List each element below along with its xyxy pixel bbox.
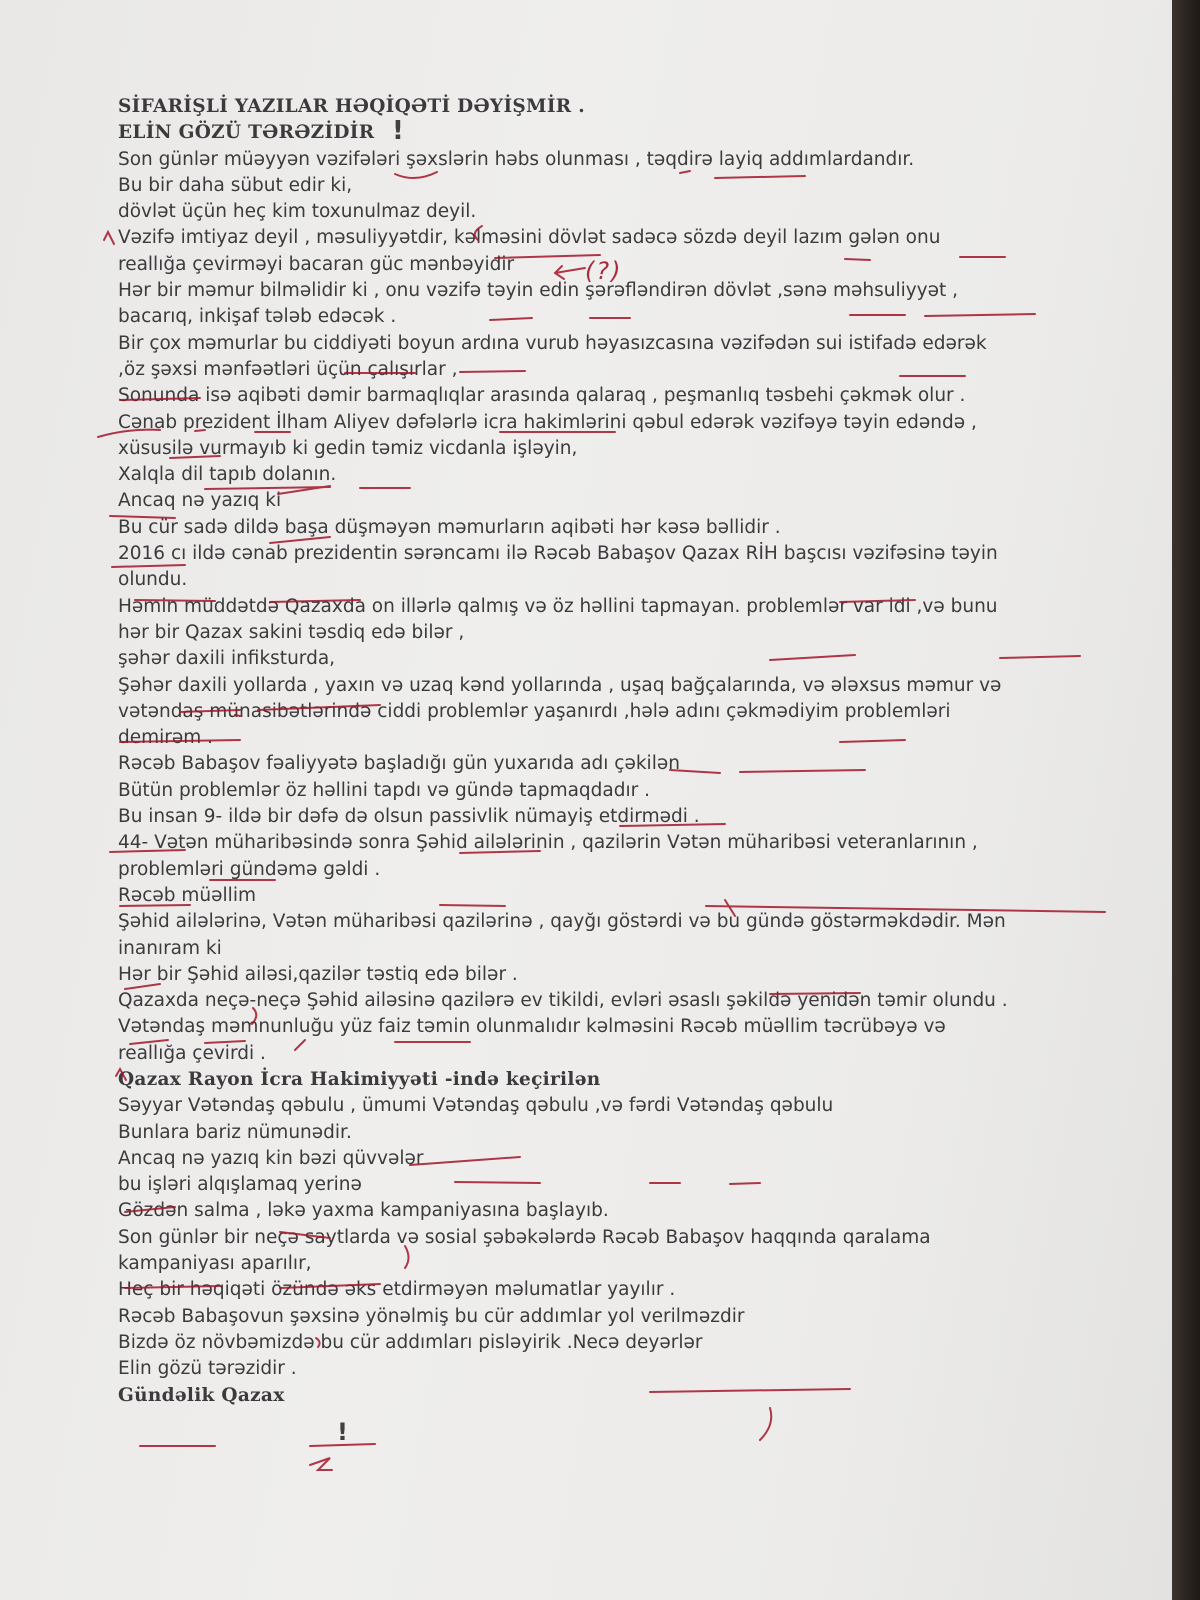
background-surface <box>1172 0 1200 1600</box>
document-line: inanıram ki <box>118 937 222 959</box>
document-line: Ancaq nə yazıq kin bəzi qüvvələr <box>118 1147 424 1169</box>
document-line: SİFARİŞLİ YAZILAR HƏQİQƏTİ DƏYİŞMİR . <box>118 96 585 117</box>
document-line: Həmin müddətdə Qazaxda on illərlə qalmış və öz həllini tapmayan. problemlər var idi ,və bunu <box>118 595 998 617</box>
document-line: Şəhər daxili yollarda , yaxın və uzaq kənd yollarında , uşaq bağçalarında, və ələxsus məmur və <box>118 674 1002 696</box>
document-line: Vətəndaş məmnunluğu yüz faiz təmin olunmalıdır kəlməsini Rəcəb müəllim təcrübəyə və <box>118 1016 946 1038</box>
document-line: Gündəlik Qazax <box>118 1384 285 1406</box>
document-line: Bu insan 9- ildə bir dəfə də olsun passivlik nümayiş etdirmədi . <box>118 806 700 828</box>
caret-mark <box>116 1069 126 1080</box>
document-line: reallığa çevirməyi bacaran güc mənbəyidir <box>118 253 515 275</box>
document-line: 44- Vətən müharibəsində sonra Şəhid ailələrinin , qazilərin Vətən müharibəsi veteranlarının , <box>118 832 978 854</box>
document-line: Hər bir Şəhid ailəsi,qazilər təstiq edə bilər . <box>118 963 518 985</box>
document-line: Xalqla dil tapıb dolanın. <box>118 464 337 486</box>
document-line: Rəcəb müəllim <box>118 884 256 906</box>
document-line: Son günlər bir neçə saytlarda və sosial şəbəkələrdə Rəcəb Babaşov haqqında qaralama <box>118 1226 931 1248</box>
document-line: Bu bir daha sübut edir ki, <box>118 174 353 196</box>
document-line: Bunlara bariz nümunədir. <box>118 1121 352 1143</box>
document-line: 2016 cı ildə cənab prezidentin sərəncamı ilə Rəcəb Babaşov Qazax RİH başcısı vəzifəsinə təyin <box>118 543 998 565</box>
document-line: reallığa çevirdi . <box>118 1042 266 1064</box>
document-line: Son günlər müəyyən vəzifələri şəxslərin həbs olunması , təqdirə layiq addımlardandır. <box>118 148 915 170</box>
question-mark-annotation: (?) <box>585 257 623 285</box>
document-line: Vəzifə imtiyaz deyil , məsuliyyətdir, kəlməsini dövlət sadəcə sözdə deyil lazım gələn onu <box>118 227 941 249</box>
document-line: Qazax Rayon İcra Hakimiyyəti -ində keçirilən <box>118 1068 601 1090</box>
document-line: vətəndaş münasibətlərində ciddi problemlər yaşanırdı ,hələ adını çəkmədiyim problemləri <box>118 700 951 722</box>
document-line: demirəm . <box>118 727 214 749</box>
document-line: bacarıq, inkişaf tələb edəcək . <box>118 306 397 328</box>
document-line: şəhər daxili infiksturda, <box>118 648 336 670</box>
document-line: olundu. <box>118 569 188 591</box>
document-line: Səyyar Vətəndaş qəbulu , ümumi Vətəndaş qəbulu ,və fərdi Vətəndaş qəbulu <box>118 1095 834 1117</box>
document-line: Gözdən salma , ləkə yaxma kampaniyasına başlayıb. <box>118 1200 609 1222</box>
document-line: Elin gözü tərəzidir . <box>118 1358 297 1380</box>
caret-mark <box>104 232 114 244</box>
document-line: Bir çox məmurlar bu ciddiyəti boyun ardına vurub həyasızcasına vəzifədən sui istifadə edərək <box>118 332 987 354</box>
document-line: Rəcəb Babaşovun şəxsinə yönəlmiş bu cür addımlar yol verilməzdir <box>118 1305 745 1327</box>
exclamation-mark-annotation-end: ! <box>337 1418 348 1446</box>
exclamation-mark-annotation: ! <box>392 116 404 146</box>
document-line: Ancaq nə yazıq ki <box>118 490 282 512</box>
document-line: dövlət üçün heç kim toxunulmaz deyil. <box>118 201 477 223</box>
document-line: ,öz şəxsi mənfəətləri üçün çalışırlar , <box>118 358 458 380</box>
document-line: xüsusilə vurmayıb ki gedin təmiz vicdanla işləyin, <box>118 437 578 459</box>
document-line: Heç bir həqiqəti özündə əks etdirməyən məlumatlar yayılır . <box>118 1279 676 1301</box>
document-line: Qazaxda neçə-neçə Şəhid ailəsinə qazilərə ev tikildi, evləri əsaslı şəkildə yenidən təmir olundu . <box>118 990 1008 1012</box>
arrow-mark <box>555 266 585 279</box>
document-line: Rəcəb Babaşov fəaliyyətə başladığı gün yuxarıda adı çəkilən <box>118 753 680 775</box>
document-line: Bu cür sadə dildə başa düşməyən məmurların aqibəti hər kəsə bəllidir . <box>118 516 781 538</box>
document-line: bu işləri alqışlamaq yerinə <box>118 1174 362 1196</box>
document-line: kampaniyası aparılır, <box>118 1253 312 1275</box>
document-line: problemləri gündəmə gəldi . <box>118 858 381 880</box>
document-line: Hər bir məmur bilməlidir ki , onu vəzifə təyin edin şərəfləndirən dövlət ,sənə məhsuliyyət , <box>118 280 959 302</box>
document-line: Şəhid ailələrinə, Vətən müharibəsi qazilərinə , qayğı göstərdi və bu gündə göstərməkdədir. Mən <box>118 911 1006 933</box>
document-line: Cənab prezident İlham Aliyev dəfələrlə icra hakimlərini qəbul edərək vəzifəyə təyin edəndə , <box>118 411 977 433</box>
document-line: hər bir Qazax sakini təsdiq edə bilər , <box>118 621 465 643</box>
document-line: Sonunda isə aqibəti dəmir barmaqlıqlar arasında qalaraq , peşmanlıq təsbehi çəkmək olur . <box>118 385 966 407</box>
document-line: Bizdə öz növbəmizdə bu cür addımları pisləyirik .Necə deyərlər <box>118 1331 703 1353</box>
document-line: ELİN GÖZÜ TƏRƏZİDİR <box>118 122 375 144</box>
document-line: Bütün problemlər öz həllini tapdı və gündə tapmaqdadır . <box>118 779 651 801</box>
